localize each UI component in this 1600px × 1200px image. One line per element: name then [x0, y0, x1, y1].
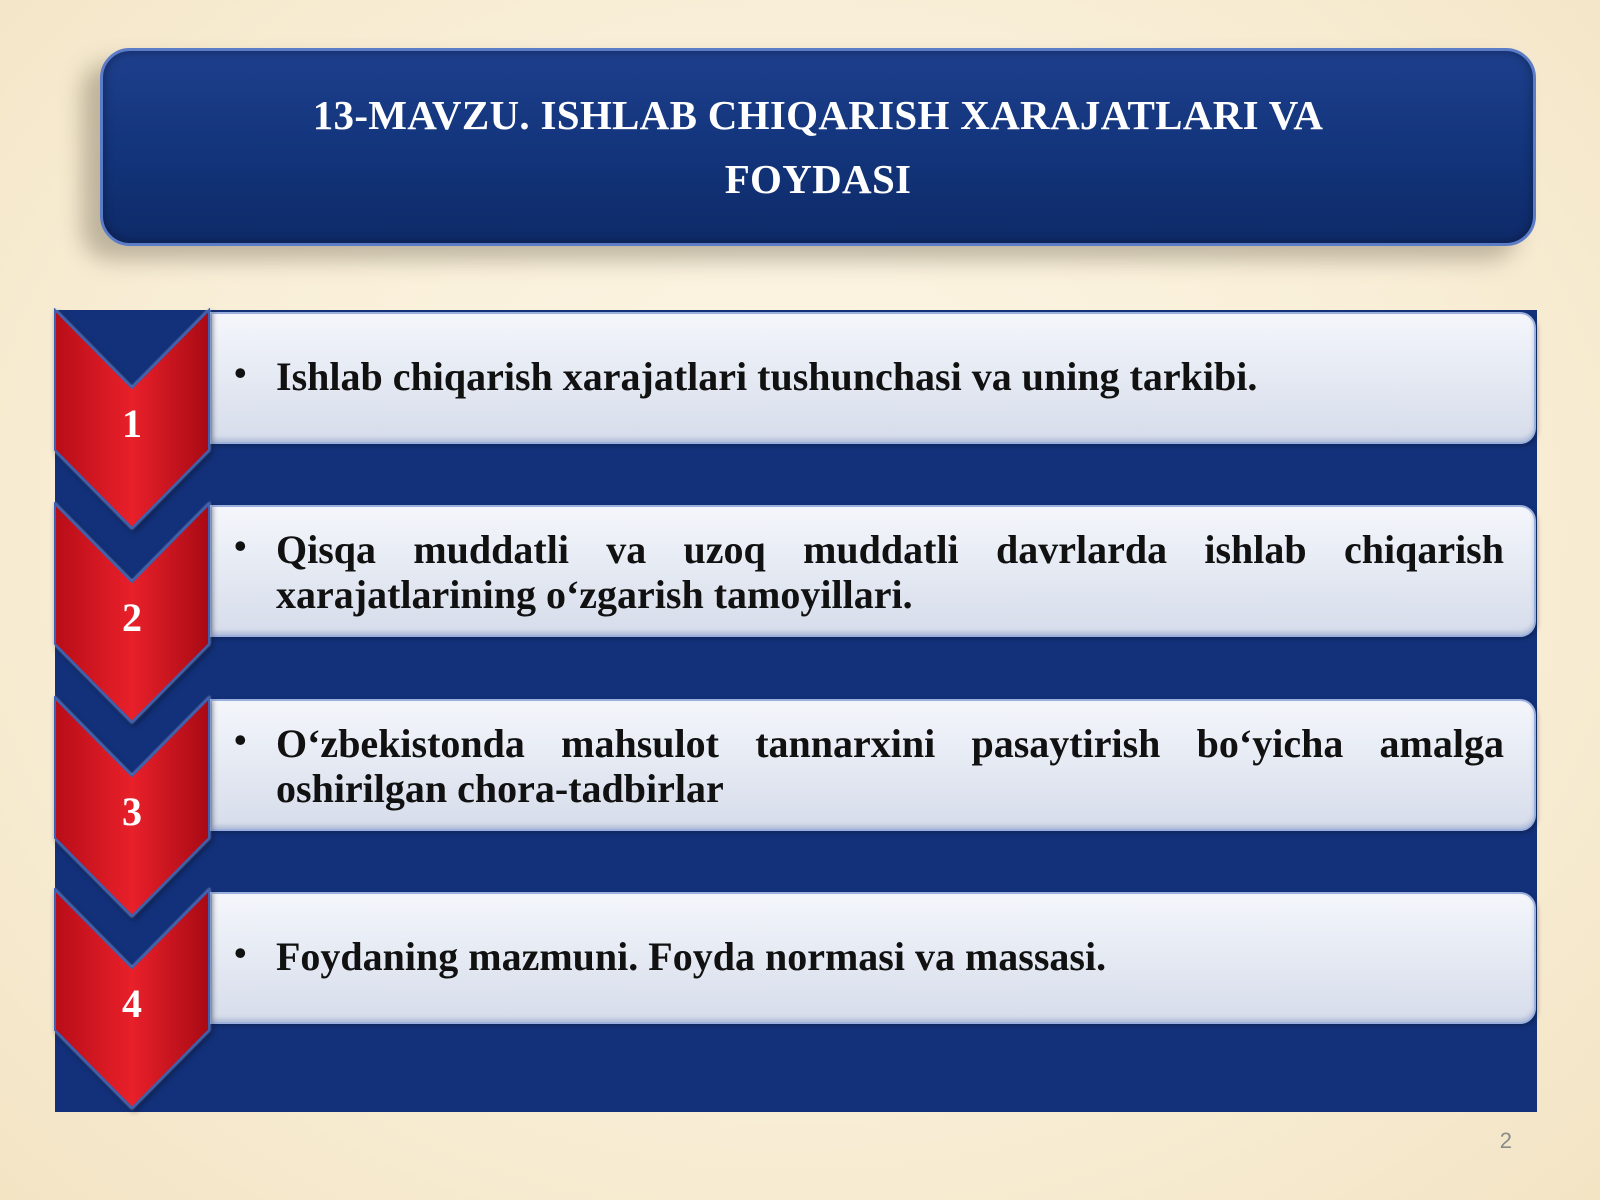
- topic-item-2: [210, 505, 1536, 637]
- title-banner: [100, 48, 1536, 246]
- chevron-marker-4: [53, 888, 211, 1110]
- chevron-number: 2: [122, 595, 142, 640]
- topic-item-3: [210, 699, 1536, 831]
- slide-title-line-1: 13-MAVZU. ISHLAB CHIQARISH XARAJATLARI VA: [312, 92, 1324, 138]
- topic-item-1: [210, 312, 1536, 444]
- topic-item-4: [210, 892, 1536, 1024]
- slide-title: [238, 83, 1398, 211]
- topic-item-text: O‘zbekistonda mahsulot tannarxini pasaytirish bo‘yicha amalga oshirilgan chora-tadbirlar: [276, 721, 1504, 811]
- topic-item-text: Foydaning mazmuni. Foyda normasi va massasi.: [276, 934, 1107, 979]
- topic-item-text: Qisqa muddatli va uzoq muddatli davrlarda ishlab chiqarish xarajatlarining o‘zgarish tamoyillari.: [276, 527, 1504, 617]
- chevron-marker-1: [53, 308, 211, 530]
- chevron-number: 3: [122, 789, 142, 834]
- bullet-point-icon: •: [234, 353, 247, 393]
- slide-title-line-2: FOYDASI: [724, 156, 912, 202]
- bullet-point-icon: •: [234, 933, 247, 973]
- bullet-point-icon: •: [234, 526, 247, 566]
- chevron-marker-2: [53, 502, 211, 724]
- slide-page-number: 2: [1499, 1128, 1512, 1153]
- bullet-point-icon: •: [234, 720, 247, 760]
- chevron-number: 1: [122, 401, 142, 446]
- chevron-marker-3: [53, 696, 211, 918]
- topic-item-text: Ishlab chiqarish xarajatlari tushunchasi va uning tarkibi.: [276, 354, 1258, 399]
- chevron-number: 4: [122, 981, 142, 1026]
